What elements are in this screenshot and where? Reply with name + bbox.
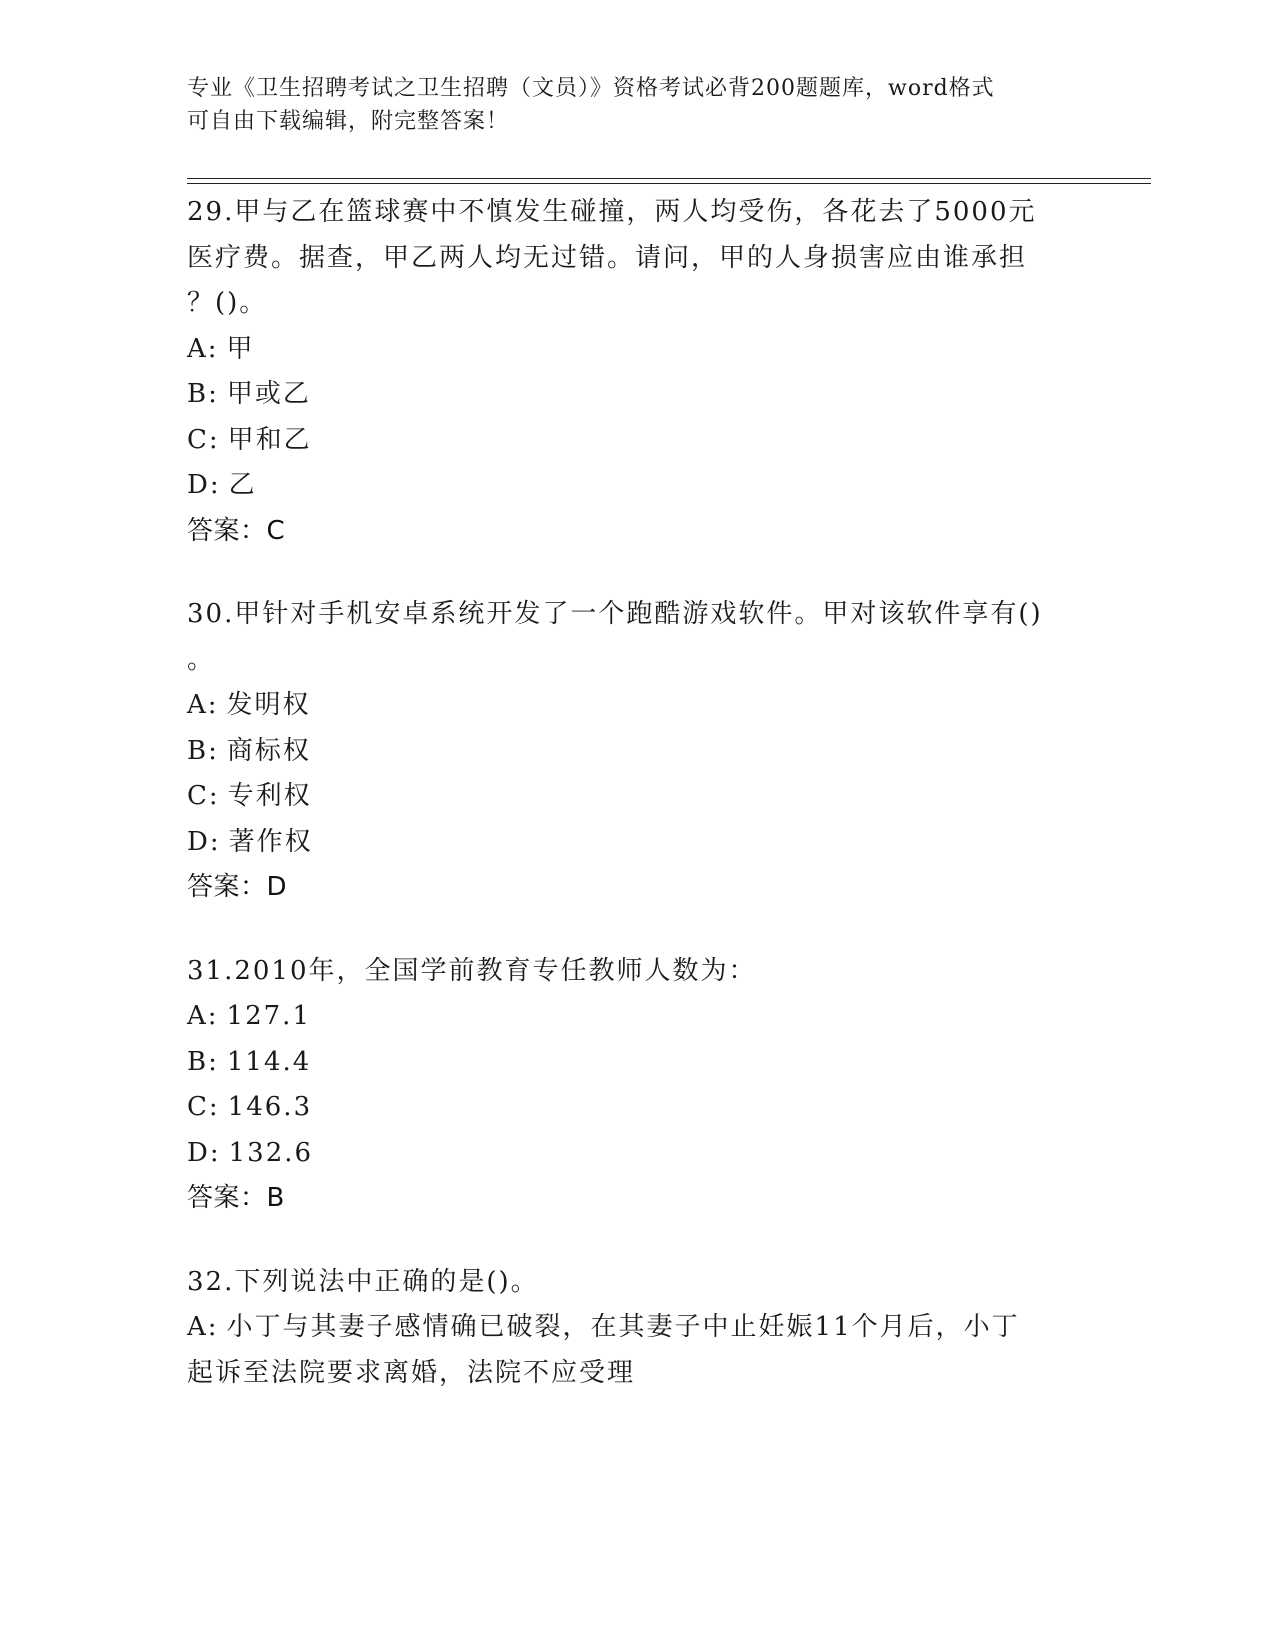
question-stem-line: 29.甲与乙在篮球赛中不慎发生碰撞，两人均受伤，各花去了5000元 xyxy=(187,197,1037,227)
option-key: D xyxy=(187,826,210,857)
option-a xyxy=(187,683,1067,729)
option-text: 甲 xyxy=(226,333,255,364)
option-d xyxy=(187,820,1067,866)
question-stem-line: 31.2010年，全国学前教育专任教师人数为： xyxy=(187,955,757,986)
option-text: 著作权 xyxy=(228,826,313,857)
option-b xyxy=(187,372,1067,418)
option-separator: : xyxy=(207,690,219,720)
question-30 xyxy=(187,592,1067,911)
question-32 xyxy=(187,1260,1067,1397)
question-29 xyxy=(187,190,1067,554)
option-b xyxy=(187,729,1067,775)
question-stem-line: 30.甲针对手机安卓系统开发了一个跑酷游戏软件。甲对该软件享有() xyxy=(187,599,1043,629)
option-text: 商标权 xyxy=(226,735,311,766)
option-separator: : xyxy=(207,1001,219,1031)
header-line-1: 专业《卫生招聘考试之卫生招聘（文员）》资格考试必背200题题库，word格式 xyxy=(187,76,995,101)
option-text: 小丁与其妻子感情确已破裂，在其妻子中止妊娠11个月后，小丁 xyxy=(226,1312,1020,1342)
question-stem-line: 医疗费。据查，甲乙两人均无过错。请问，甲的人身损害应由谁承担 xyxy=(187,242,1028,273)
option-text: 146.3 xyxy=(227,1092,313,1122)
option-separator: : xyxy=(208,424,220,455)
option-key: B xyxy=(187,735,209,766)
document-header xyxy=(187,72,1067,138)
option-b xyxy=(187,1040,1067,1086)
option-d xyxy=(187,1131,1067,1177)
option-key: B xyxy=(187,1046,209,1077)
option-key: C xyxy=(187,781,209,811)
answer-label: 答案：D xyxy=(187,872,288,902)
option-separator: : xyxy=(207,1312,219,1342)
option-key: C xyxy=(187,424,209,455)
option-c xyxy=(187,418,1067,464)
header-line-2: 可自由下载编辑，附完整答案！ xyxy=(187,109,510,134)
option-a xyxy=(187,1305,1067,1351)
question-31 xyxy=(187,949,1067,1222)
option-text: 乙 xyxy=(228,470,257,500)
header-divider-bottom xyxy=(187,183,1151,184)
option-key: D xyxy=(187,470,210,500)
option-separator: : xyxy=(208,1092,220,1122)
answer-label: 答案：B xyxy=(187,1183,285,1213)
header-divider-top xyxy=(187,178,1151,179)
option-separator: : xyxy=(208,735,219,766)
option-key: A xyxy=(187,690,208,720)
option-text: 132.6 xyxy=(228,1137,314,1168)
option-a xyxy=(187,994,1067,1040)
option-text: 发明权 xyxy=(226,690,311,720)
question-stem-line: 。 xyxy=(187,644,216,675)
option-c xyxy=(187,774,1067,820)
option-a xyxy=(187,327,1067,373)
option-key: B xyxy=(187,379,209,409)
option-d xyxy=(187,463,1067,509)
option-separator: : xyxy=(209,1137,221,1168)
option-key: A xyxy=(187,333,208,364)
option-text: 起诉至法院要求离婚，法院不应受理 xyxy=(187,1357,636,1388)
option-text: 127.1 xyxy=(226,1001,311,1031)
option-key: A xyxy=(187,1001,208,1031)
option-a-continued xyxy=(187,1351,1067,1397)
option-separator: : xyxy=(209,826,221,857)
option-separator: : xyxy=(207,333,219,364)
option-text: 甲或乙 xyxy=(226,379,311,409)
option-text: 甲和乙 xyxy=(227,424,312,455)
option-key: D xyxy=(187,1137,210,1168)
question-list xyxy=(187,190,1067,1434)
option-separator: : xyxy=(208,379,219,409)
option-separator: : xyxy=(209,470,221,500)
question-stem-line: 32.下列说法中正确的是()。 xyxy=(187,1266,539,1297)
option-c xyxy=(187,1085,1067,1131)
option-text: 专利权 xyxy=(227,781,312,811)
option-text: 114.4 xyxy=(226,1046,312,1077)
answer-label: 答案：C xyxy=(187,515,286,546)
option-separator: : xyxy=(208,781,220,811)
option-key: A xyxy=(187,1312,208,1342)
option-key: C xyxy=(187,1092,209,1122)
option-separator: : xyxy=(208,1046,219,1077)
question-stem-line: ？()。 xyxy=(187,288,268,318)
